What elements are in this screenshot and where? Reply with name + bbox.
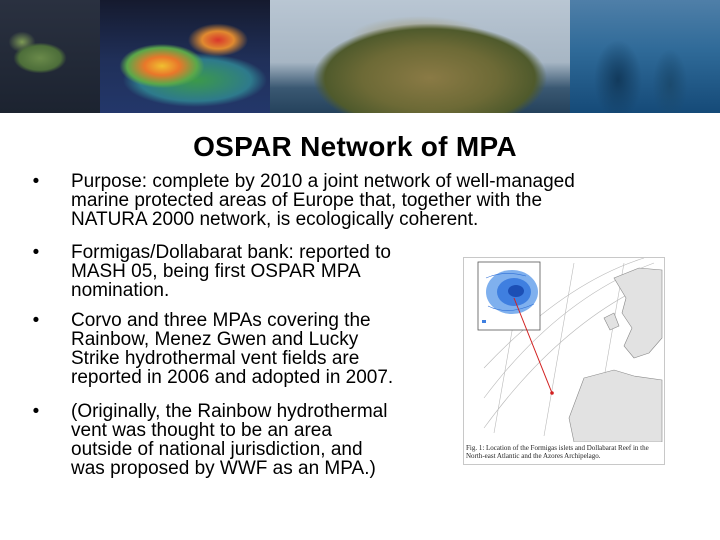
bullet-line: Corvo and three MPAs covering the <box>71 310 371 331</box>
bullet-line: marine protected areas of Europe that, together with the <box>71 190 543 211</box>
bullet-text <box>71 243 391 300</box>
bullet-dot: • <box>32 171 40 192</box>
bullet-line: Formigas/Dollabarat bank: reported to <box>71 242 391 263</box>
bullet-line: Strike hydrothermal vent fields are <box>71 348 360 369</box>
location-map-figure <box>463 257 665 465</box>
map-graphic <box>464 258 664 442</box>
island-aerial-photo <box>0 0 100 113</box>
bullet-line: Rainbow, Menez Gwen and Lucky <box>71 329 359 350</box>
bullet-line: nomination. <box>71 280 170 301</box>
bullet-text <box>71 402 387 478</box>
bullet-line: NATURA 2000 network, is ecologically coherent. <box>71 209 479 230</box>
bullet-text <box>71 172 575 229</box>
underwater-photo <box>570 0 720 113</box>
bullet-line: MASH 05, being first OSPAR MPA <box>71 261 361 282</box>
seafloor-terrain-3d-photo <box>100 0 270 113</box>
bullet-dot: • <box>32 310 40 331</box>
bullet-line: (Originally, the Rainbow hydrothermal <box>71 401 388 422</box>
bullet-text <box>71 311 393 387</box>
bullet-line: vent was thought to be an area <box>71 420 332 441</box>
bullet-line: reported in 2006 and adopted in 2007. <box>71 367 394 388</box>
slide-title: OSPAR Network of MPA <box>193 131 517 162</box>
bullet-line: was proposed by WWF as an MPA.) <box>71 458 376 479</box>
bullet-line: Purpose: complete by 2010 a joint network of well-managed <box>71 171 575 192</box>
bullet-dot: • <box>32 242 40 263</box>
header-banner <box>0 0 720 113</box>
bullet-dot: • <box>32 401 40 422</box>
figure-caption: Fig. 1: Location of the Formigas islets and Dollabarat Reef in the North-east Atlantic and the Azores Archipelago. <box>466 444 649 460</box>
island-cliff-photo <box>270 0 570 113</box>
bullet-line: outside of national jurisdiction, and <box>71 439 363 460</box>
